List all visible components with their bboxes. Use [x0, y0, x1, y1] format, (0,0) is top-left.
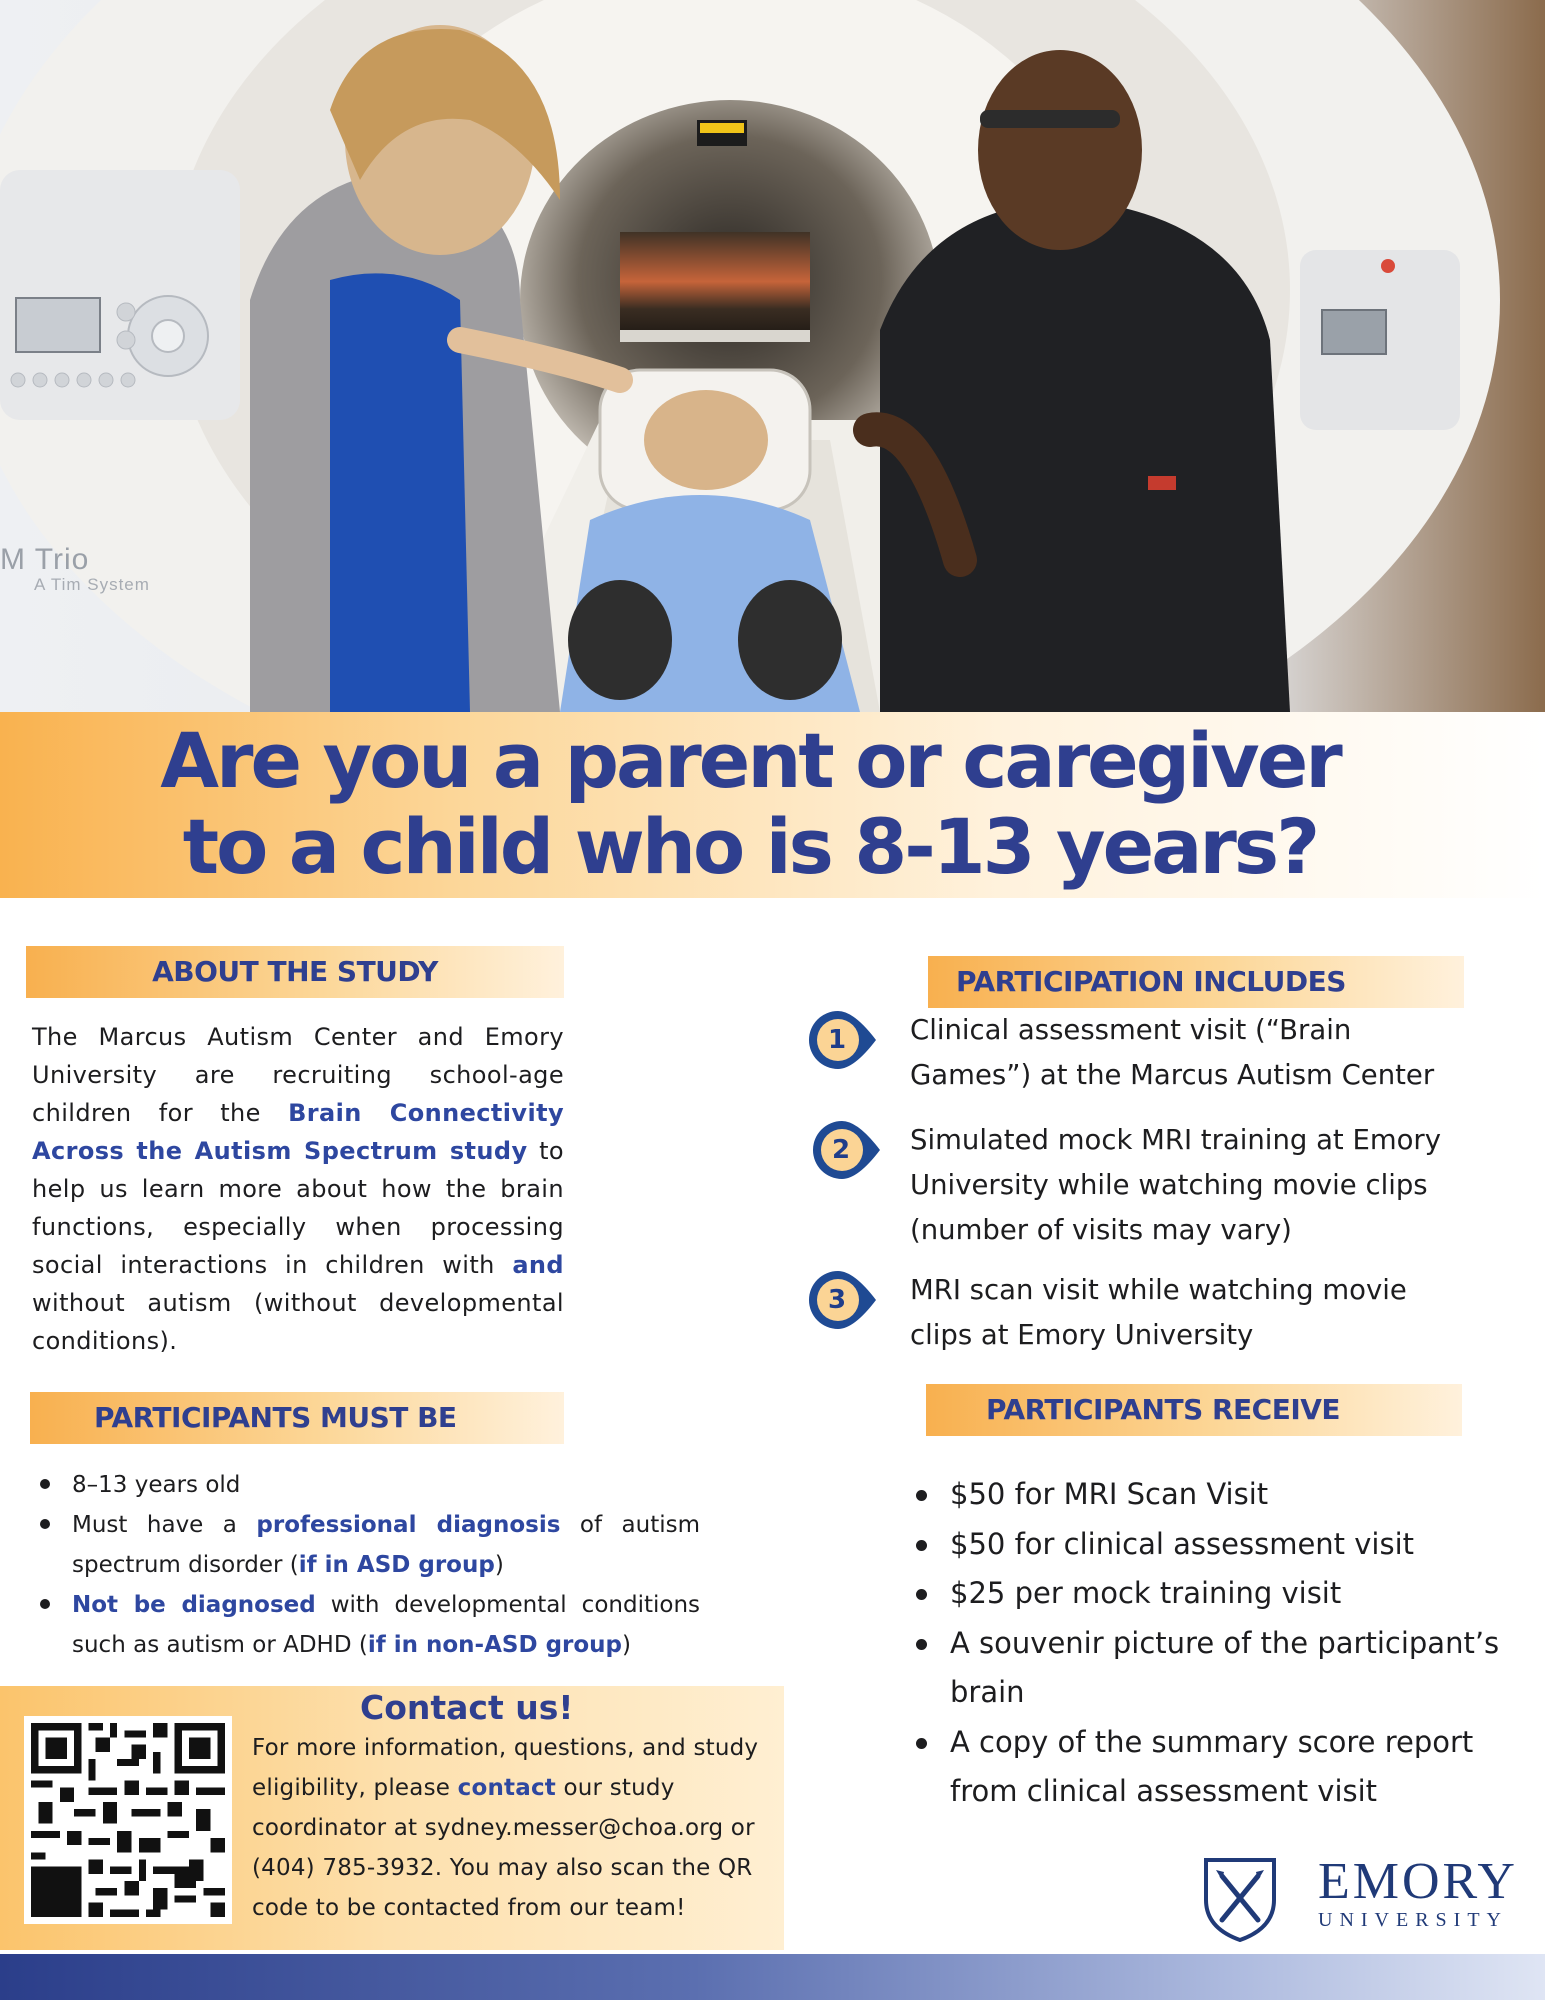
qr-code[interactable] — [24, 1716, 232, 1924]
receive-heading: PARTICIPANTS RECEIVE — [926, 1384, 1462, 1436]
headline — [0, 718, 1500, 890]
step-badge: 3 — [806, 1268, 878, 1332]
step-1 — [806, 1008, 1506, 1104]
list-item: $50 for clinical assessment visit — [916, 1520, 1526, 1570]
list-item: $25 per mock training visit — [916, 1569, 1526, 1619]
about-heading: ABOUT THE STUDY — [26, 946, 564, 998]
qr-code-icon — [24, 1716, 232, 1924]
headline-line-2: to a child who is 8-13 years? — [182, 802, 1318, 891]
emory-shield-icon — [1202, 1856, 1278, 1942]
list-item: $50 for MRI Scan Visit — [916, 1470, 1526, 1520]
step-text: Clinical assessment visit (“Brain Games”) at the Marcus Autism Center — [910, 1014, 1435, 1091]
contact-text: For more information, questions, and study eligibility, please contact our study coordinator at sydney.messer@choa.org or (404) 785-3932. You may also scan the QR code to be contacted from our team! — [252, 1735, 759, 1921]
list-item: Must have a professional diagnosis of autism spectrum disorder (if in ASD group) — [40, 1505, 700, 1585]
list-item: A souvenir picture of the participant’s brain — [916, 1619, 1526, 1718]
list-item: A copy of the summary score report from clinical assessment visit — [916, 1718, 1526, 1817]
eligibility-list — [40, 1465, 700, 1665]
headline-line-1: Are you a parent or caregiver — [160, 716, 1340, 805]
list-item: Not be diagnosed with developmental conditions such as autism or ADHD (if in non-ASD group) — [40, 1585, 700, 1665]
step-2 — [806, 1118, 1506, 1248]
step-badge: 1 — [806, 1008, 878, 1072]
step-3 — [806, 1268, 1506, 1364]
mri-scene-illustration — [0, 0, 1545, 712]
step-text: MRI scan visit while watching movie clips at Emory University — [910, 1274, 1407, 1351]
about-text: The Marcus Autism Center and Emory University are recruiting school-age children for the Brain Connectivity Across the Autism Spectrum study to help us learn more about how the brain functions, especially when processing social interactions in children with and without autism (without developmental conditions). — [32, 1023, 564, 1355]
hero-photo — [0, 0, 1545, 712]
contact-title: Contact us! — [360, 1688, 574, 1727]
compensation-list — [916, 1470, 1526, 1817]
list-item: 8–13 years old — [40, 1465, 700, 1505]
footer-bar — [0, 1954, 1545, 2000]
participation-heading: PARTICIPATION INCLUDES — [928, 956, 1464, 1008]
emory-logo-name: EMORY — [1318, 1853, 1518, 1910]
emory-logo-sub: UNIVERSITY — [1318, 1909, 1508, 1931]
contact-link: contact — [457, 1775, 556, 1801]
study-name: Brain Connectivity Across the Autism Spectrum study — [32, 1099, 564, 1165]
step-text: Simulated mock MRI training at Emory University while watching movie clips (number of visits may vary) — [910, 1124, 1442, 1246]
scanner-label: M Trio A Tim System — [0, 543, 150, 594]
step-badge: 2 — [810, 1118, 882, 1182]
must-heading: PARTICIPANTS MUST BE — [30, 1392, 564, 1444]
